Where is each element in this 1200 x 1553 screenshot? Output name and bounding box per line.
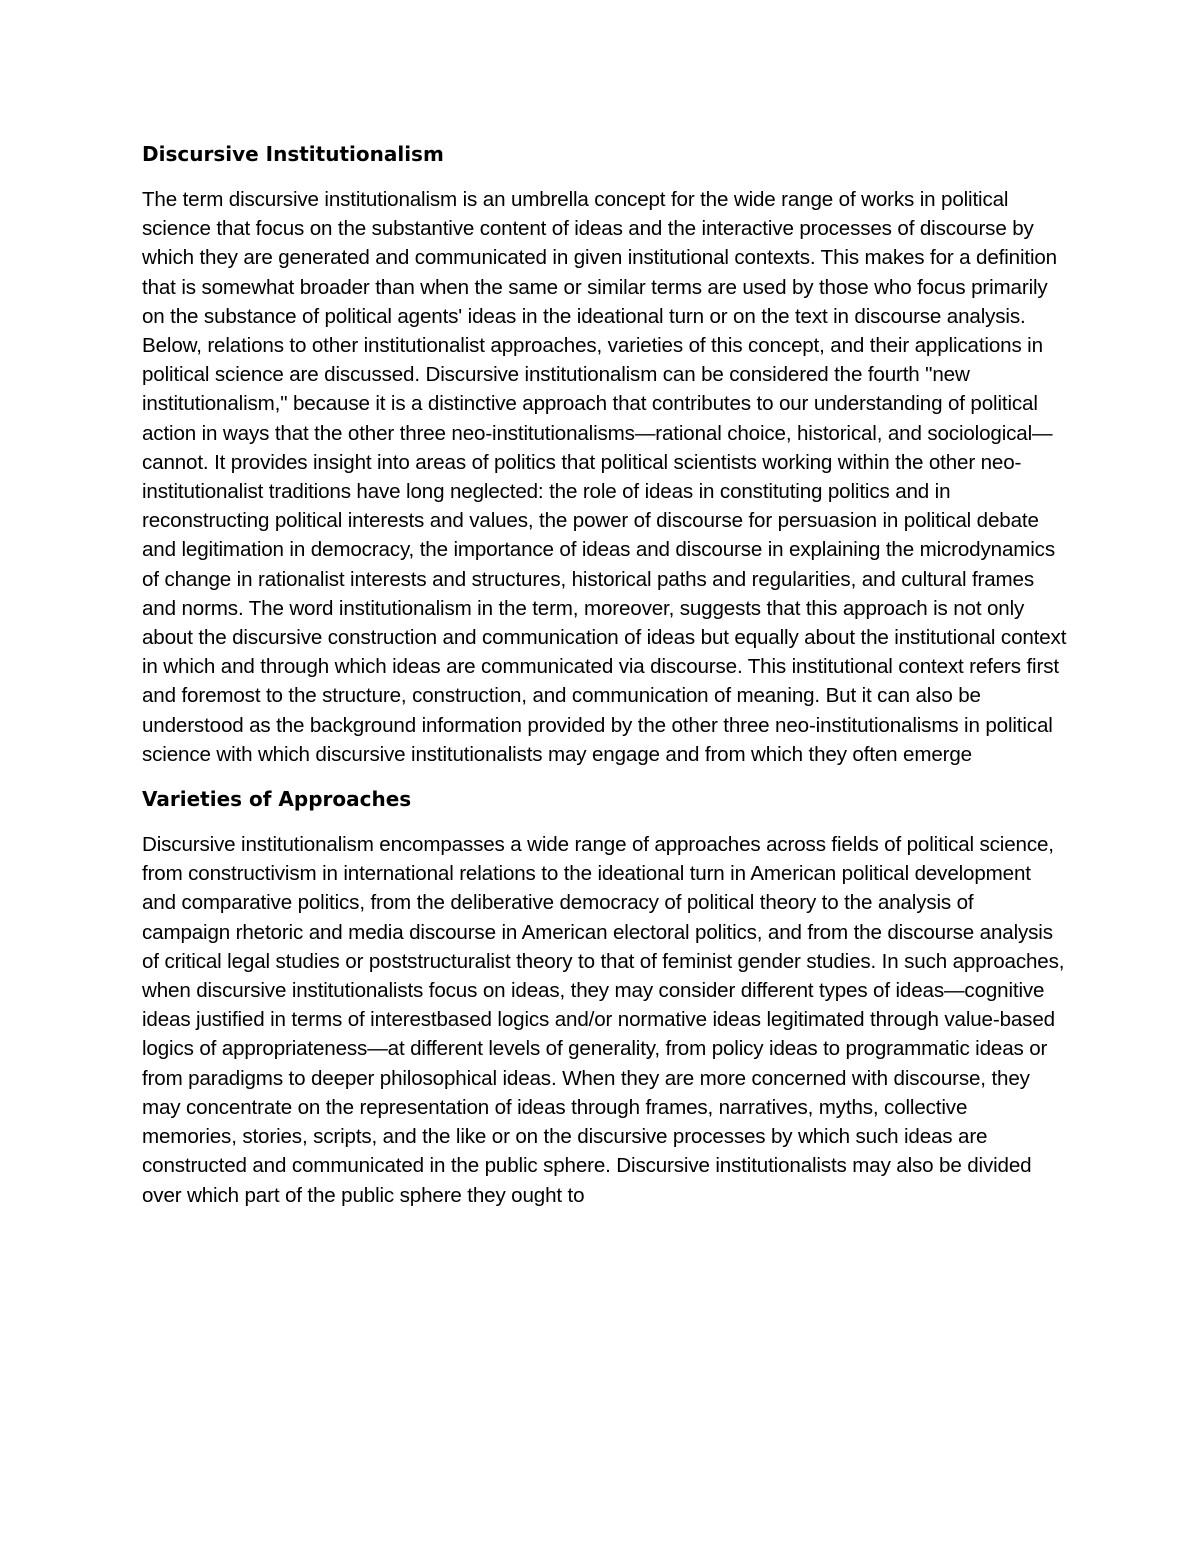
- document-content: [142, 140, 1067, 1210]
- section-body-varieties-of-approaches: Discursive institutionalism encompasses a wide range of approaches across fields of political science, from constructivism in international relations to the ideational turn in American political development and comparative politics, from the deliberative democracy of political theory to the analysis of campaign rhetoric and media discourse in American electoral politics, and from the discourse analysis of critical legal studies or poststructuralist theory to that of feminist gender studies. In such approaches, when discursive institutionalists focus on ideas, they may consider different types of ideas—cognitive ideas justified in terms of interestbased logics and/or normative ideas legitimated through value-based logics of appropriateness—at different levels of generality, from policy ideas to programmatic ideas or from paradigms to deeper philosophical ideas. When they are more concerned with discourse, they may concentrate on the representation of ideas through frames, narratives, myths, collective memories, stories, scripts, and the like or on the discursive processes by which such ideas are constructed and communicated in the public sphere. Discursive institutionalists may also be divided over which part of the public sphere they ought to: [142, 833, 1065, 1207]
- section-heading-discursive-institutionalism: Discursive Institutionalism: [142, 142, 444, 166]
- section-body-discursive-institutionalism: The term discursive institutionalism is an umbrella concept for the wide range of works in political science that focus on the substantive content of ideas and the interactive processes of discourse by which they are generated and communicated in given institutional contexts. This makes for a definition that is somewhat broader than when the same or similar terms are used by those who focus primarily on the substance of political agents' ideas in the ideational turn or on the text in discourse analysis. Below, relations to other institutionalist approaches, varieties of this concept, and their applications in political science are discussed. Discursive institutionalism can be considered the fourth "new institutionalism," because it is a distinctive approach that contributes to our understanding of political action in ways that the other three neo-institutionalisms—rational choice, historical, and sociological—cannot. It provides insight into areas of politics that political scientists working within the other neo-institutionalist traditions have long neglected: the role of ideas in constituting politics and in reconstructing political interests and values, the power of discourse for persuasion in political debate and legitimation in democracy, the importance of ideas and discourse in explaining the microdynamics of change in rationalist interests and structures, historical paths and regularities, and cultural frames and norms. The word institutionalism in the term, moreover, suggests that this approach is not only about the discursive construction and communication of ideas but equally about the institutional context in which and through which ideas are communicated via discourse. This institutional context refers first and foremost to the structure, construction, and communication of meaning. But it can also be understood as the background information provided by the other three neo-institutionalisms in political science with which discursive institutionalists may engage and from which they often emerge: [142, 188, 1067, 766]
- section-heading-varieties-of-approaches: Varieties of Approaches: [142, 787, 412, 812]
